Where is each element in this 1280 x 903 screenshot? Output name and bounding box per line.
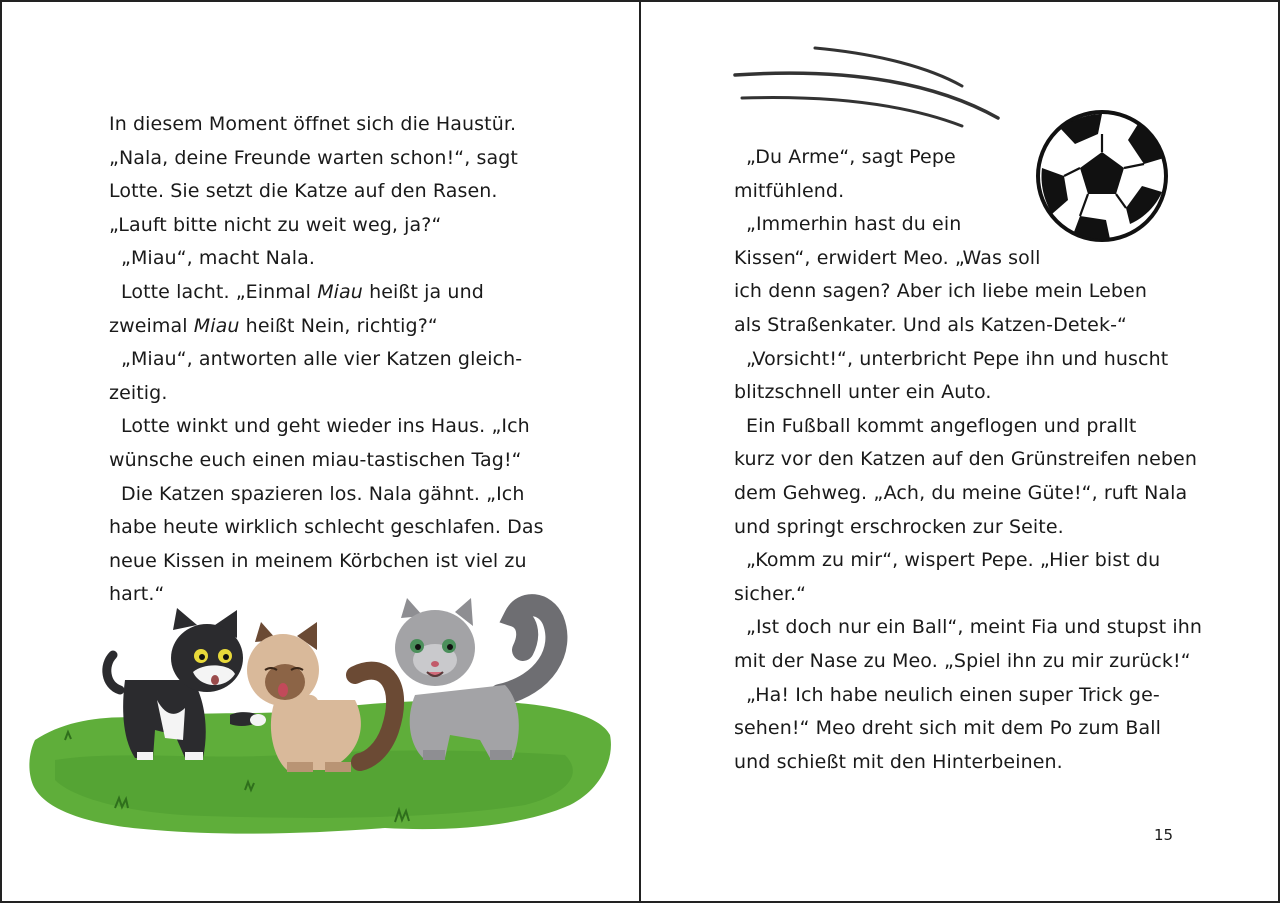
text-line: kurz vor den Katzen auf den Grünstreifen neben bbox=[734, 448, 1197, 471]
text-line: zeitig. bbox=[109, 381, 168, 404]
page-number: 15 bbox=[1154, 826, 1174, 844]
book-spine bbox=[639, 0, 641, 903]
text-line: und schießt mit den Hinterbeinen. bbox=[734, 750, 1063, 773]
left-page-text bbox=[109, 108, 544, 612]
text-line: Lotte. Sie setzt die Katze auf den Rasen. bbox=[109, 180, 498, 203]
text-line: mit der Nase zu Meo. „Spiel ihn zu mir zurück!“ bbox=[734, 649, 1191, 672]
text-line bbox=[109, 310, 544, 344]
text-line: „Du Arme“, sagt Pepe bbox=[746, 146, 956, 168]
text-line: „Immerhin hast du ein bbox=[746, 213, 962, 236]
text-line: „Miau“, macht Nala. bbox=[121, 247, 315, 270]
text-line: sehen!“ Meo dreht sich mit dem Po zum Ball bbox=[734, 717, 1162, 740]
text-line: „Nala, deine Freunde warten schon!“, sagt bbox=[109, 146, 518, 169]
text-run: Lotte lacht. „Einmal bbox=[121, 280, 318, 303]
text-line: habe heute wirklich schlecht geschlafen. Das bbox=[109, 516, 544, 539]
italic-word: Miau bbox=[317, 280, 363, 303]
text-line: sicher.“ bbox=[734, 582, 807, 605]
text-line: In diesem Moment öffnet sich die Haustür. bbox=[109, 113, 517, 135]
text-line: Lotte winkt und geht wieder ins Haus. „Ich bbox=[121, 415, 530, 438]
text-line: „Miau“, antworten alle vier Katzen gleich- bbox=[121, 348, 523, 371]
text-line: ich denn sagen? Aber ich liebe mein Leben bbox=[734, 280, 1147, 303]
right-page-text bbox=[734, 141, 1202, 779]
text-line: „Lauft bitte nicht zu weit weg, ja?“ bbox=[109, 213, 442, 236]
text-line: Ein Fußball kommt angeflogen und prallt bbox=[746, 414, 1137, 437]
text-line: wünsche euch einen miau-tastischen Tag!“ bbox=[109, 448, 522, 471]
text-run: heißt Nein, richtig?“ bbox=[239, 314, 438, 337]
text-line: Die Katzen spazieren los. Nala gähnt. „Ich bbox=[121, 482, 525, 505]
motion-lines bbox=[735, 48, 998, 126]
text-run: heißt ja und bbox=[362, 280, 484, 303]
text-line: „Ha! Ich habe neulich einen super Trick ge- bbox=[746, 683, 1160, 706]
text-line: „Vorsicht!“, unterbricht Pepe ihn und huscht bbox=[746, 347, 1169, 370]
text-run: zweimal bbox=[109, 314, 194, 337]
text-line: dem Gehweg. „Ach, du meine Güte!“, ruft Nala bbox=[734, 481, 1188, 504]
italic-word: Miau bbox=[193, 314, 240, 337]
text-line: und springt erschrocken zur Seite. bbox=[734, 515, 1064, 538]
text-line: Kissen“, erwidert Meo. „Was soll bbox=[734, 246, 1041, 269]
text-line: „Komm zu mir“, wispert Pepe. „Hier bist du bbox=[746, 549, 1161, 572]
text-line: „Ist doch nur ein Ball“, meint Fia und stupst ihn bbox=[746, 616, 1202, 639]
cats-illustration bbox=[25, 590, 615, 850]
text-line bbox=[109, 276, 544, 310]
text-line: neue Kissen in meinem Körbchen ist viel zu bbox=[109, 549, 527, 572]
text-line: hart.“ bbox=[109, 583, 165, 606]
text-line: mitfühlend. bbox=[734, 179, 845, 202]
text-line: als Straßenkater. Und als Katzen-Detek-“ bbox=[734, 313, 1127, 336]
text-line: blitzschnell unter ein Auto. bbox=[734, 381, 992, 404]
